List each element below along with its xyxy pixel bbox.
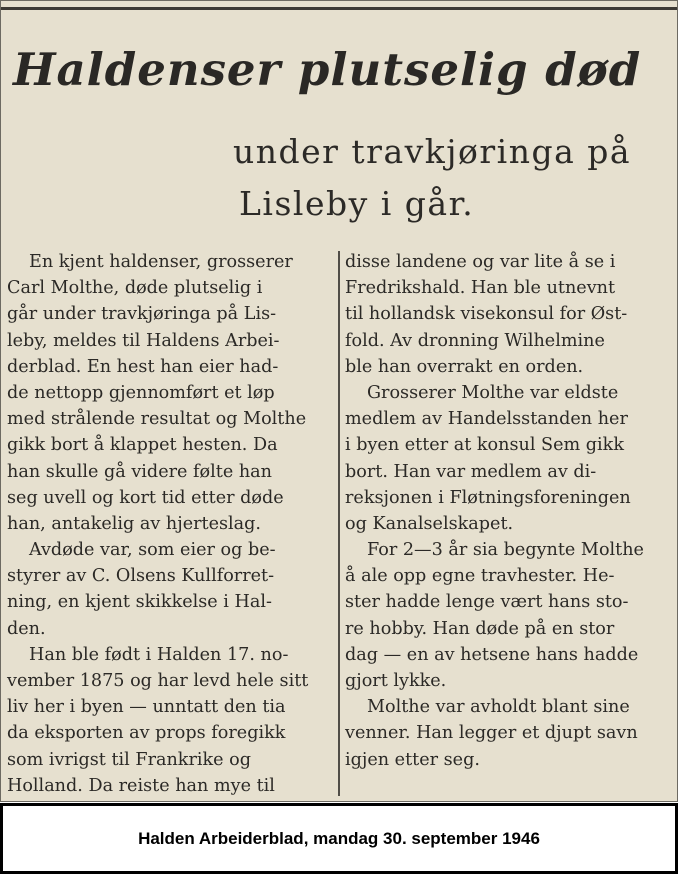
text-line: som ivrigst til Frankrike og (7, 749, 252, 770)
text-line: i byen etter at konsul Sem gikk (345, 435, 624, 456)
text-line: de nettopp gjennomført et løp (7, 382, 275, 403)
text-line: går under travkjøringa på Lis- (7, 304, 277, 325)
text-line: Carl Molthe, døde plutselig i (7, 278, 263, 299)
text-line: gjort lykke. (345, 671, 447, 691)
text-line: til hollandsk visekonsul for Øst- (345, 304, 628, 325)
top-rule (1, 7, 678, 10)
text-line: ble han overrakt en orden. (345, 356, 584, 377)
text-line: bort. Han var medlem av di- (345, 461, 597, 482)
text-line: den. (7, 618, 46, 639)
text-line: Avdøde var, som eier og be- (29, 540, 276, 561)
text-line: Fredrikshald. Han ble utnevnt (345, 278, 616, 299)
article-subhead (233, 126, 673, 230)
text-line: gikk bort å klappet hesten. Da (7, 435, 278, 456)
left-column (7, 249, 335, 799)
text-line: derblad. En hest han eier had- (7, 356, 279, 377)
text-line: disse landene og var lite å se i (345, 252, 616, 272)
source-caption (0, 803, 678, 874)
text-line: og Kanalselskapet. (345, 513, 514, 534)
text-line: ning, en kjent skikkelse i Hal- (7, 592, 272, 613)
text-line: ster hadde lenge vært hans sto- (345, 592, 629, 613)
text-line: å ale opp egne travhester. He- (345, 566, 615, 587)
text-line: reksjonen i Fløtningsforeningen (345, 487, 631, 508)
text-line: Grosserer Molthe var eldste (367, 382, 619, 403)
text-line: igjen etter seg. (345, 749, 480, 770)
text-line: seg uvell og kort tid etter døde (7, 487, 284, 508)
text-line: liv her i byen — unntatt den tia (7, 697, 286, 718)
text-line: Han ble født i Halden 17. no- (29, 644, 289, 665)
text-line: da eksporten av props foregikk (7, 723, 286, 744)
text-line: For 2—3 år sia begynte Molthe (367, 540, 644, 561)
text-line: leby, meldes til Haldens Arbei- (7, 330, 280, 351)
text-line: dag — en av hetsene hans hadde (345, 644, 639, 665)
text-line: Holland. Da reiste han mye til (7, 775, 275, 796)
text-line: fold. Av dronning Wilhelmine (345, 330, 605, 351)
text-line: vember 1875 og har levd hele sitt (7, 671, 309, 691)
subhead-line: Lisleby i går. (239, 184, 475, 223)
text-line: Molthe var avholdt blant sine (367, 697, 630, 718)
text-line: han, antakelig av hjerteslag. (7, 513, 262, 534)
article-headline: Haldenser plutselig død (13, 43, 642, 96)
right-column (345, 249, 675, 773)
subhead-line: under travkjøringa på (233, 132, 632, 171)
text-line: re hobby. Han døde på en stor (345, 618, 615, 639)
text-line: med strålende resultat og Molthe (7, 409, 307, 430)
text-line: styrer av C. Olsens Kullforret- (7, 566, 275, 587)
text-line: venner. Han legger et djupt savn (345, 723, 638, 744)
text-line: En kjent haldenser, grosserer (29, 252, 293, 272)
text-line: han skulle gå videre følte han (7, 461, 272, 482)
caption-text: Halden Arbeiderblad, mandag 30. september 1946 (138, 828, 540, 848)
text-line: medlem av Handelsstanden her (345, 409, 628, 430)
column-divider (338, 251, 340, 796)
